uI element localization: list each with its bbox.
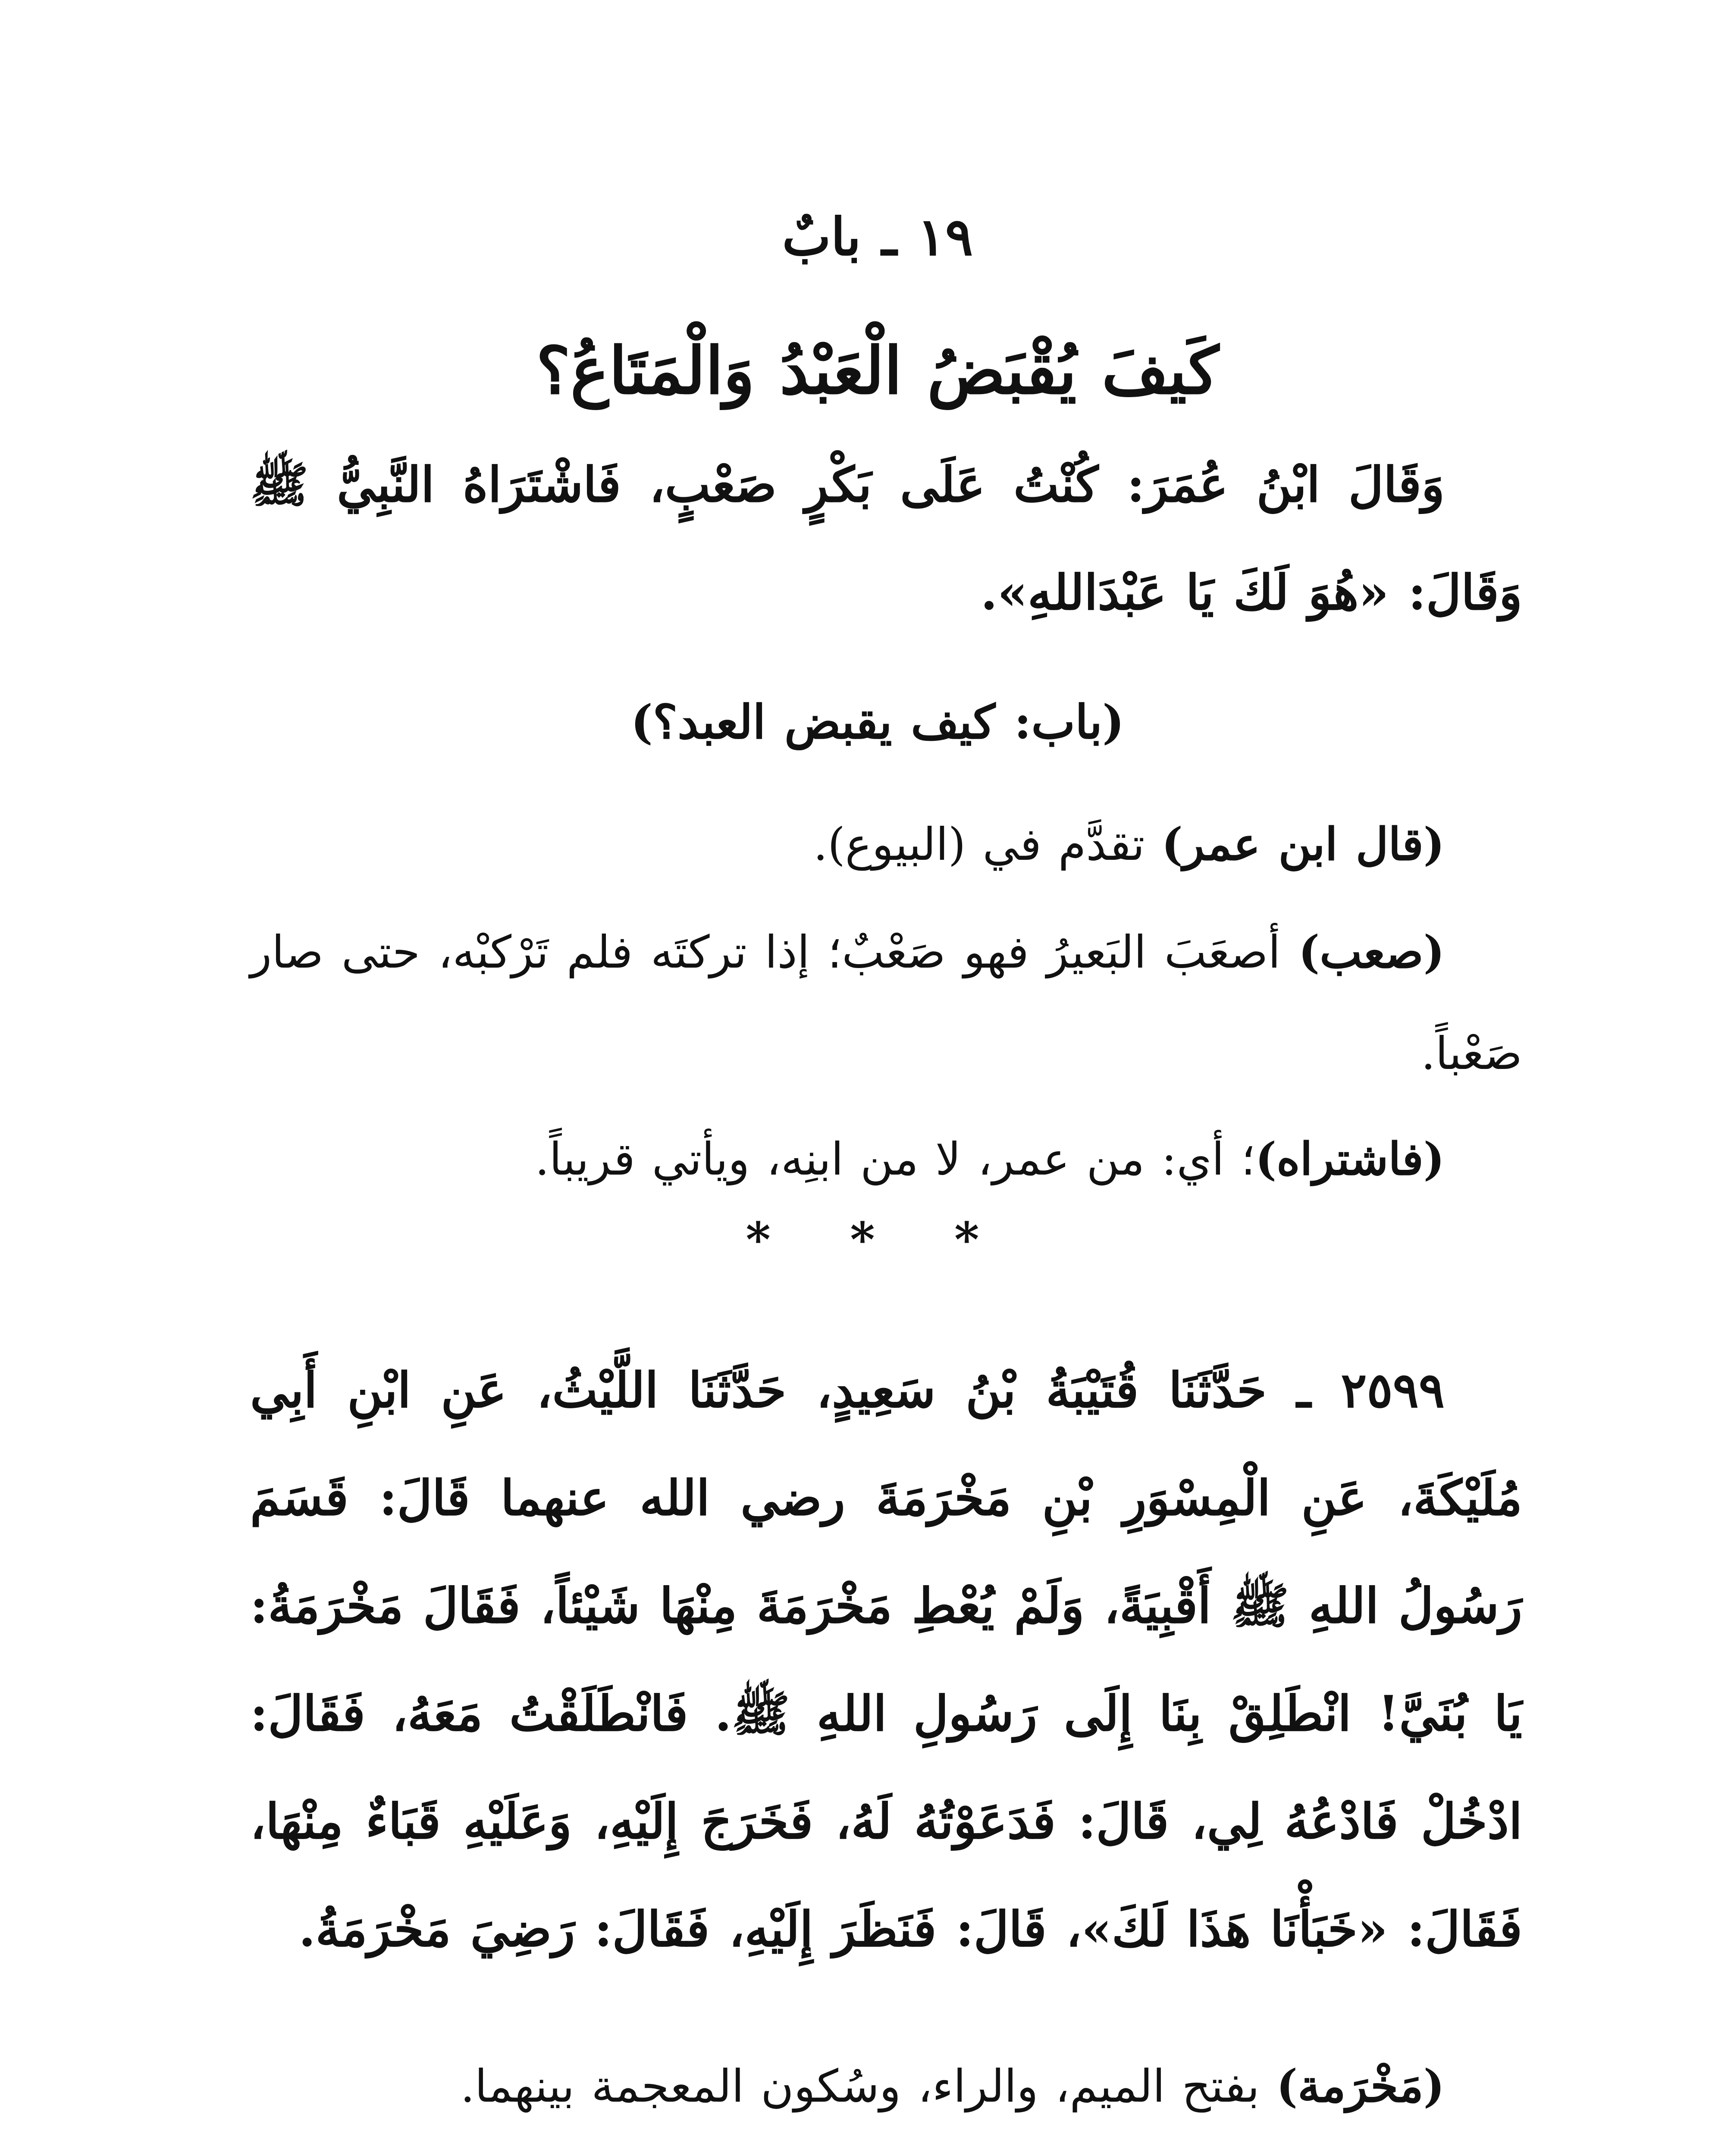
lemma-saab: (صعب) [1298, 925, 1445, 978]
gloss-ibn-umar: تقدَّم في (البيوع). [813, 818, 1162, 871]
chapter-title: كَيفَ يُقْبَضُ الْعَبْدُ وَالْمَتَاعُ؟ [536, 333, 1219, 409]
lemma-ishtarah: (فاشتراه) [1255, 1132, 1445, 1185]
chapter-number: ١٩ ـ بابٌ [782, 207, 973, 267]
commentary-saab [250, 901, 1522, 1104]
commentary-bab-line: (باب: كيف يقبض العبد؟) [630, 695, 1125, 749]
lemma-ibn-umar: (قال ابن عمر) [1161, 818, 1445, 871]
section-separator: * * * [746, 1212, 1010, 1267]
commentary-ishtarah [250, 1108, 1522, 1210]
commentary-makhrama [250, 2035, 1522, 2137]
gloss-makhrama: بفتح الميم، والراء، وسُكون المعجمة بينهما. [460, 2060, 1276, 2112]
hadith-2599-text: ٢٥٩٩ ـ حَدَّثَنَا قُتَيْبَةُ بْنُ سَعِيدٍ، حَدَّثَنَا اللَّيْثُ، عَنِ ابْنِ أَبِي مُلَيْكَةَ، عَنِ الْمِسْوَرِ بْنِ مَخْرَمَةَ رضي الله عنهما قَالَ: قَسَمَ رَسُولُ اللهِ ﷺ أَقْبِيَةً، وَلَمْ يُعْطِ مَخْرَمَةَ مِنْهَا شَيْئاً، فَقَالَ مَخْرَمَةُ: يَا بُنَيَّ! انْطَلِقْ بِنَا إِلَى رَسُولِ اللهِ ﷺ. فَانْطَلَقْتُ مَعَهُ، فَقَالَ: ادْخُلْ فَادْعُهُ لِي، قَالَ: فَدَعَوْتُهُ لَهُ، فَخَرَجَ إِلَيْهِ، وَعَلَيْهِ قَبَاءٌ مِنْهَا، فَقَالَ: «خَبَأْنَا هَذَا لَكَ»، قَالَ: فَنَظَرَ إِلَيْهِ، فَقَالَ: رَضِيَ مَخْرَمَةُ. [250, 1362, 1522, 1958]
commentary-ibn-umar [250, 793, 1522, 895]
lemma-makhrama: (مَخْرَمة) [1276, 2059, 1445, 2112]
gloss-ishtarah: ؛ أي: من عمر، لا من ابنِه، ويأتي قريباً. [535, 1133, 1255, 1185]
commentary-fantalaqtu [250, 2139, 1522, 2156]
hadith-intro-text: وَقَالَ ابْنُ عُمَرَ: كُنْتُ عَلَى بَكْرٍ صَعْبٍ، فَاشْتَرَاهُ النَّبِيُّ ﷺ وَقَالَ: «هُوَ لَكَ يَا عَبْدَاللهِ». [250, 457, 1522, 621]
gloss-saab: أصعَبَ البَعيرُ فهو صَعْبٌ؛ إذا تركتَه فلم تَرْكبْه، حتى صار صَعْباً. [250, 926, 1522, 1080]
